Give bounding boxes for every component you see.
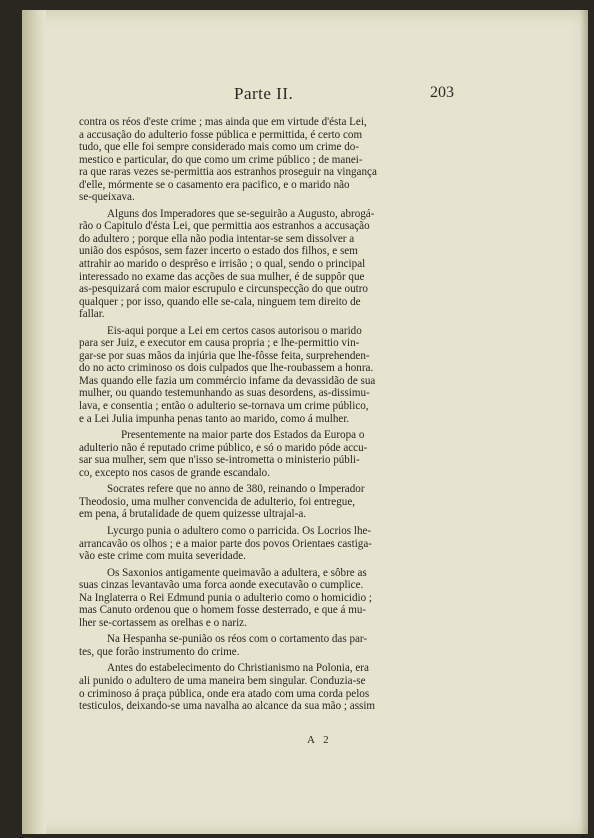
text-line: ra que raras vezes se-permittia aos estranhos proseguir na vingança — [79, 166, 377, 179]
paragraph — [79, 483, 488, 521]
text-line: testiculos, deixando-se uma navalha ao alcance da sua mão ; assim — [79, 700, 376, 713]
signature-mark: A 2 — [307, 734, 332, 746]
text-line: Mas quando elle fazia um commércio infame da devassidão de sua — [79, 374, 376, 387]
text-line: do no acto criminoso os dois culpados que lhe-roubassem a honra. — [79, 362, 374, 375]
text-line: Presentemente na maior parte dos Estados da Europa o — [121, 429, 365, 442]
text-line: arrancavão os olhos ; e a maior parte dos povos Orientaes castiga- — [79, 537, 372, 550]
paragraph — [79, 116, 488, 204]
text-line: gar-se por suas mãos da injúria que lhe-fôsse feita, surprehenden- — [79, 349, 370, 362]
text-line: Eis-aqui porque a Lei em certos casos autorisou o marido — [107, 324, 362, 337]
text-line: Antes do estabelecimento do Christianismo na Polonia, era — [107, 662, 369, 675]
text-line: mestico e particular, do que como um crime público ; de manei- — [79, 153, 363, 166]
text-line: adulterio não é reputado crime público, e só o marido póde accu- — [79, 441, 368, 454]
text-line: suas cinzas levantavão uma forca aonde executavão o cumplice. — [79, 579, 364, 592]
text-line: contra os réos d'este crime ; mas ainda que em virtude d'ésta Lei, — [79, 116, 367, 128]
text-line: qualquer ; por isso, quando elle se-cala, ninguem tem direito de — [79, 295, 361, 308]
text-line: mulher, ou quando testemunhando as suas desordens, as-dissimu- — [79, 387, 370, 400]
body-text — [79, 116, 488, 717]
text-line: em pena, á brutalidade de quem quizesse ultrajal-a. — [79, 508, 307, 521]
text-line: as-pesquizará com maior escrupulo e circunspecção do que outro — [79, 283, 368, 296]
text-line: d'elle, mórmente se o casamento era pacifico, e o marido não — [79, 178, 350, 191]
paragraph — [79, 208, 488, 321]
text-line: Socrates refere que no anno de 380, reinando o Imperador — [107, 483, 365, 496]
text-line: ali punido o adultero de uma maneira bem singular. Conduzia-se — [79, 674, 366, 687]
paragraph — [79, 325, 488, 425]
paragraph — [79, 662, 488, 712]
text-line: e a Lei Julia impunha penas tanto ao marido, como á mulher. — [79, 412, 350, 425]
page-gutter — [22, 10, 46, 834]
text-line: interessado no exame das acções de sua mulher, é de suppôr que — [79, 270, 365, 283]
text-line: Alguns dos Imperadores que se-seguirão a Augusto, abrogá- — [107, 207, 375, 220]
text-line: sar sua mulher, sem que n'isso se-intrometta o ministerio públi- — [79, 454, 360, 467]
text-line: o criminoso á praça pública, onde era atado com uma corda pelos — [79, 687, 370, 700]
page-edge-shadow — [580, 10, 588, 834]
text-line: Na Hespanha se-punião os réos com o cortamento das par- — [107, 633, 368, 646]
text-line: Os Saxonios antigamente queimavão a adultera, e sôbre as — [107, 566, 367, 579]
text-line: lher se-cortassem as orelhas e o nariz. — [79, 616, 247, 629]
text-line: a accusação do adulterio fosse pública e permittida, é certo com — [79, 128, 363, 141]
page-header — [22, 84, 588, 108]
text-line: Lycurgo punia o adultero como o parricida. Os Locrios lhe- — [107, 524, 372, 537]
text-line: para ser Juiz, e executor em causa propria ; e lhe-permittio vin- — [79, 337, 360, 350]
page-number: 203 — [430, 84, 454, 101]
running-head: Parte II. — [234, 84, 294, 103]
text-line: rão o Capitulo d'ésta Lei, que permittia aos estranhos a accusação — [79, 220, 370, 233]
text-line: tes, que forão instrumento do crime. — [79, 645, 240, 658]
text-line: do adultero ; porque ella não podia intentar-se sem dissolver a — [79, 232, 355, 245]
book-page — [22, 10, 588, 834]
text-line: attrahir ao marido o desprêso e irrisão ; o qual, sendo o principal — [79, 258, 366, 271]
text-line: vão este crime com muita severidade. — [79, 550, 246, 563]
text-line: Na Inglaterra o Rei Edmund punia o adulterio como o homicidio ; — [79, 591, 372, 604]
text-line: tudo, que elle foi sempre considerado mais como um crime do- — [79, 141, 360, 154]
text-line: Theodosio, uma mulher convencida de adulterio, foi entregue, — [79, 495, 356, 508]
text-line: co, excepto nos casos de grande escandalo. — [79, 466, 270, 479]
paragraph — [79, 567, 488, 630]
paragraph — [79, 429, 488, 479]
paragraph — [79, 525, 488, 563]
text-line: fallar. — [79, 308, 105, 321]
paragraph — [79, 633, 488, 658]
text-line: união dos espósos, sem fazer incerto o estado dos filhos, e sem — [79, 245, 358, 258]
text-line: lava, e consentia ; então o adulterio se-tornava um crime público, — [79, 400, 369, 413]
text-line: mas Canuto ordenou que o homem fosse desterrado, e que á mu- — [79, 604, 367, 617]
text-line: se-queixava. — [79, 191, 135, 204]
